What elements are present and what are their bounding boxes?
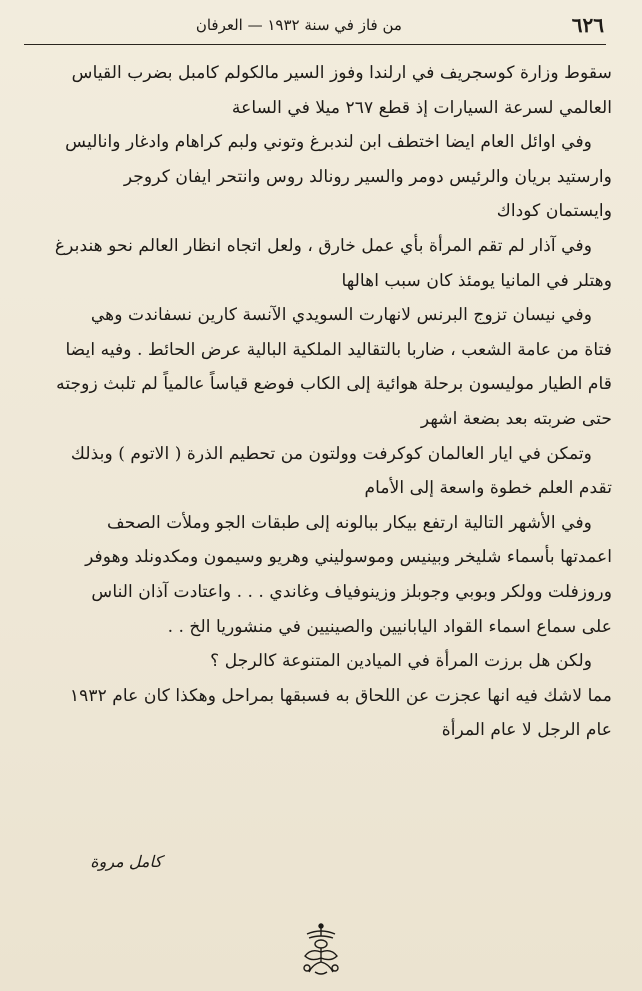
body-line: اعمدتها بأسماء شليخر وبينيس وموسوليني وهريو وسيمون ومكدونلد وهوفر (85, 547, 612, 568)
body-line: فتاة من عامة الشعب ، ضاربا بالتقاليد الملكية البالية عرض الحائط . وفيه ايضا (65, 339, 612, 360)
body-line: وفي آذار لم تقم المرأة بأي عمل خارق ، ولعل اتجاه انظار العالم نحو هندبرغ (54, 235, 592, 256)
body-line: العالمي لسرعة السيارات إذ قطع ٢٦٧ ميلا في الساعة (231, 97, 612, 118)
page-header (26, 10, 604, 40)
author-signature: كامل مروة (90, 852, 162, 871)
body-line: وايستمان كوداك (496, 201, 612, 222)
body-line: وهتلر في المانيا يومئذ كان سبب اهالها (341, 270, 612, 291)
body-line: وفي نيسان تزوج البرنس لانهارت السويدي الآنسة كارين نسفاندت وهي (90, 305, 592, 326)
body-line: على سماع اسماء القواد اليابانيين والصينيين في منشوريا الخ . . (167, 616, 612, 637)
body-line: حتى ضربته بعد بضعة اشهر (420, 408, 612, 429)
page-number: ٦٢٦ (571, 13, 604, 37)
article-body (22, 56, 612, 748)
running-title: من فاز في سنة ١٩٣٢ — العرفان (195, 16, 402, 34)
body-line: ولكن هل برزت المرأة في الميادين المتنوعة كالرجل ؟ (210, 651, 592, 672)
body-line: مما لاشك فيه انها عجزت عن اللحاق به فسبقها بمراحل وهكذا كان عام ١٩٣٢ (69, 685, 612, 706)
body-line: قام الطيار موليسون برحلة هوائية إلى الكاب فوضع قياساً عالمياً لم تلبث زوجته (56, 374, 612, 395)
body-line: وفي اوائل العام ايضا اختطف ابن لندبرغ وتوني ولبم كراهام وادغار واناليس (65, 132, 592, 153)
body-line: وارستيد بريان والرئيس دومر والسير رونالد روس وانتحر ايفان كروجر (123, 166, 612, 187)
body-line: تقدم العلم خطوة واسعة إلى الأمام (364, 478, 612, 499)
body-line: عام الرجل لا عام المرأة (441, 720, 612, 741)
floral-vignette-icon (297, 922, 345, 976)
body-line: وفي الأشهر التالية ارتفع بيكار ببالونه إلى طبقات الجو وملأت الصحف (106, 512, 592, 533)
body-line: وروزفلت وولكر وبوبي وجوبلز وزينوفياف وغاندي . . . واعتادت آذان الناس (91, 581, 612, 602)
body-line: وتمكن في ايار العالمان كوكرفت وولتون من تحطيم الذرة ( الاتوم ) وبذلك (70, 443, 592, 464)
header-divider (24, 44, 606, 45)
body-line: سقوط وزارة كوسجريف في ارلندا وفوز السير مالكولم كامبل بضرب القياس (71, 63, 612, 83)
